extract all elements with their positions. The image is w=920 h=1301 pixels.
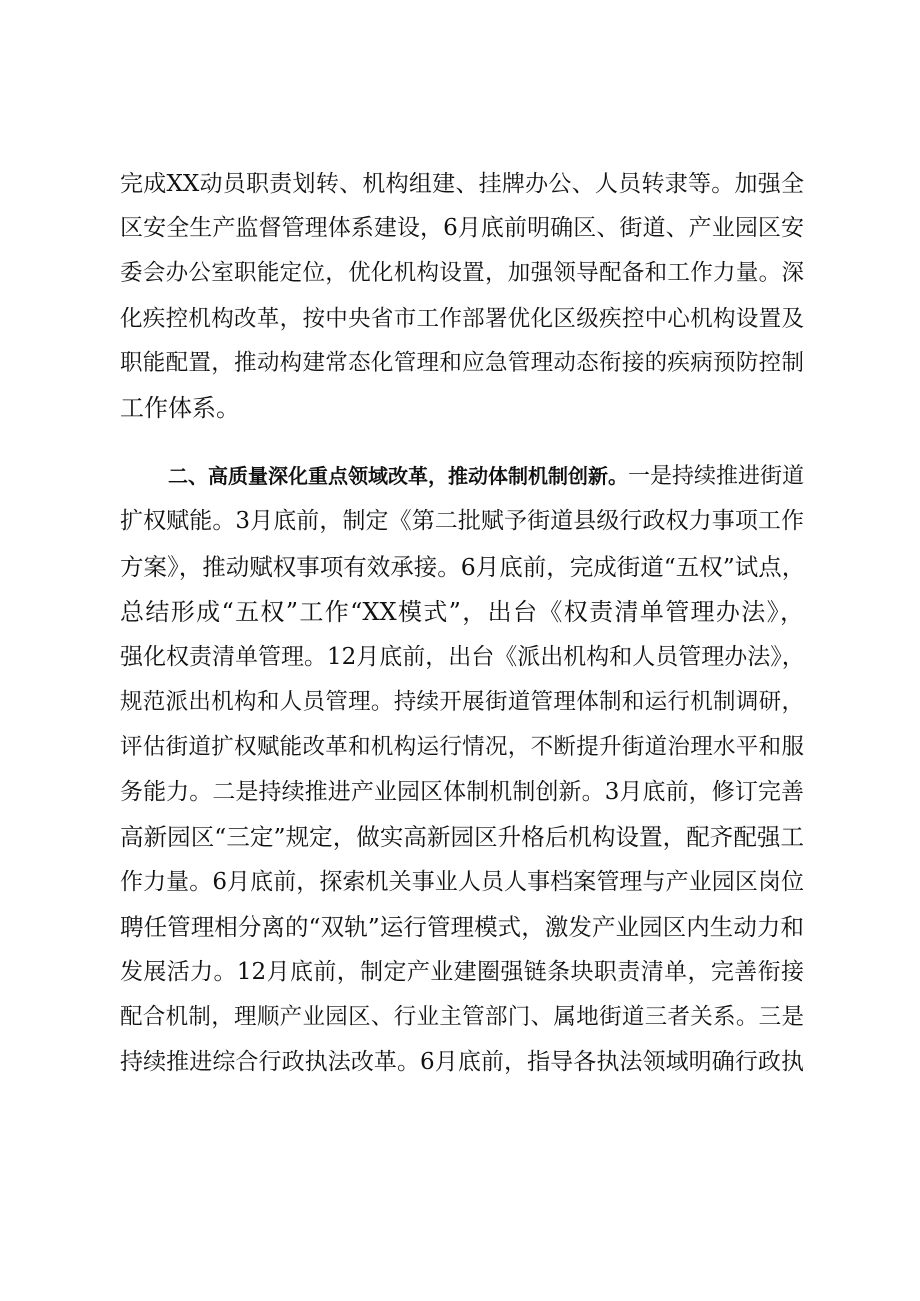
paragraph-1-line-3: 委会办公室职能定位，优化机构设置，加强领导配备和工作力量。深 [120, 260, 804, 286]
paragraph-2-line-10: 作力量。6月底前，探索机关事业人员人事档案管理与产业园区岗位 [120, 869, 804, 895]
paragraph-2-line-4: 总结形成“五权”工作“XX模式”，出台《权责清单管理办法》， [120, 598, 804, 626]
paragraph-2-line-12: 发展活力。12月底前，制定产业建圈强链条块职责清单，完善衔接 [120, 959, 804, 985]
paragraph-2-line-1-rest: 一是持续推进街道 [628, 464, 805, 489]
paragraph-2-line-7: 评估街道扩权赋能改革和机构运行情况，不断提升街道治理水平和服 [120, 734, 804, 760]
paragraph-1-line-5: 职能配置，推动构建常态化管理和应急管理动态衔接的疾病预防控制 [120, 350, 804, 376]
paragraph-2-line-5: 强化权责清单管理。12月底前，出台《派出机构和人员管理办法》， [120, 644, 805, 670]
paragraph-2-line-14: 持续推进综合行政执法改革。6月底前，指导各执法领域明确行政执 [120, 1049, 804, 1075]
paragraph-1-line-2: 区安全生产监督管理体系建设，6月底前明确区、街道、产业园区安 [120, 215, 804, 241]
paragraph-2-line-8: 务能力。二是持续推进产业园区体制机制创新。3月底前，修订完善 [120, 779, 804, 805]
paragraph-1-line-4: 化疾控机构改革，按中央省市工作部署优化区级疾控中心机构设置及 [120, 306, 804, 332]
paragraph-2-line-11: 聘任管理相分离的“双轨”运行管理模式，激发产业园区内生动力和 [120, 913, 804, 941]
paragraph-1-line-1: 完成XX动员职责划转、机构组建、挂牌办公、人员转隶等。加强全 [120, 171, 804, 197]
paragraph-2-line-1 [168, 456, 804, 496]
paragraph-2-line-3: 方案》，推动赋权事项有效承接。6月底前，完成街道“五权”试点， [120, 553, 806, 581]
paragraph-2-line-2: 扩权赋能。3月底前，制定《第二批赋予街道县级行政权力事项工作 [120, 508, 804, 534]
section-heading: 二、高质量深化重点领域改革，推动体制机制创新。 [168, 464, 628, 488]
paragraph-1-line-6: 工作体系。 [120, 394, 240, 422]
paragraph-2-line-13: 配合机制，理顺产业园区、行业主管部门、属地街道三者关系。三是 [120, 1004, 804, 1030]
paragraph-2-line-9: 高新园区“三定”规定，做实高新园区升格后机构设置，配齐配强工 [120, 823, 804, 851]
paragraph-2-line-6: 规范派出机构和人员管理。持续开展街道管理体制和运行机制调研， [120, 689, 804, 715]
